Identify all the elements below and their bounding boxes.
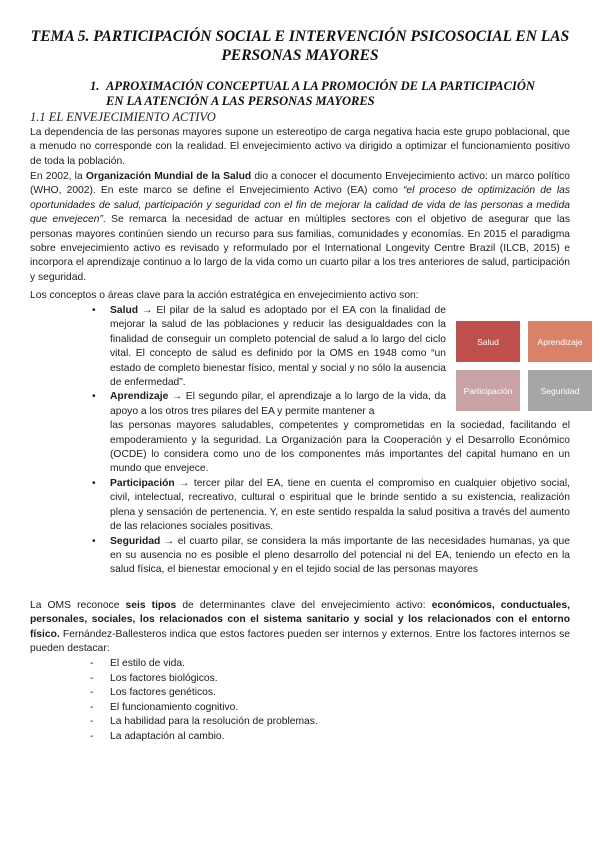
text-aprendizaje-a: → El segundo pilar, el aprendizaje a lo largo de la vida, da apoyo a los otros tres pilares del EA y permite mantener a <box>110 391 446 417</box>
title-line-2: PERSONAS MAYORES <box>221 47 379 64</box>
factor-text: El funcionamiento cognitivo. <box>110 702 239 713</box>
term-participacion: Participación <box>110 477 175 489</box>
p4-six-types: seis tipos <box>125 600 177 611</box>
factor-text: La adaptación al cambio. <box>110 731 225 742</box>
p2-definition-quote: “el proceso de optimización de las oportunidades de salud, participación y seguridad con el fin de mejorar la calidad de vida de las personas a medida que envejecen” <box>30 185 570 226</box>
pillar-aprendizaje: Aprendizaje <box>528 321 592 362</box>
section-heading-line-2: EN LA ATENCIÓN A LAS PERSONAS MAYORES <box>106 94 375 108</box>
p4-determinants-list: económicos, conductuales, personales, sociales, los relacionados con el sistema sanitario y social y los relacionados con el entorno físico. <box>30 600 570 640</box>
paragraph-intro: La dependencia de las personas mayores supone un estereotipo de carga negativa hacia este grupo poblacional, que a menudo no corresponde con la realidad. El envejecimiento activo va dirigido a optimizar el funcionamiento positivo de toda la población. <box>30 127 570 167</box>
list-item-salud <box>30 304 446 390</box>
p2-part-a: En 2002, la <box>30 171 86 182</box>
text-participacion: → tercer pilar del EA, tiene en cuenta el compromiso en cualquier objetivo social, civil, intelectual, recreativo, cultural o espiritual que le brinde sentido a su existencia, realización plena y sensación de pertenencia. Y, en este sentido respalda la salud positiva a través del aumento de las relaciones sociales positivas. <box>110 477 570 533</box>
p2-part-c: dio a conocer el documento Envejecimiento activo: un marco político (WHO, 2002). En este marco se define el Envejecimiento Activo (EA) como <box>30 171 570 197</box>
pillar-salud: Salud <box>456 321 520 362</box>
text-seguridad: → el cuarto pilar, se considera la más importante de las necesidades humanas, ya que en su ausencia no es posible el pleno desarrollo del potencial ni del EA, teniendo un efecto en la salud física, el bienestar emocional y en el tejido social de las personas mayores <box>110 535 570 576</box>
pillar-seguridad: Seguridad <box>528 370 592 411</box>
list-item-seguridad <box>30 535 570 578</box>
aprendizaje-first-lines <box>110 390 446 419</box>
term-seguridad: Seguridad <box>110 535 161 547</box>
bullet-dot: • <box>92 535 96 547</box>
pillars-diagram <box>456 321 592 412</box>
document-title <box>30 27 570 65</box>
text-aprendizaje-b: las personas mayores saludables, competentes y comprometidas en la sociedad, facilitando el empoderamiento y la seguridad. La Organización para la Cooperación y el Desarrollo Económico (OCDE) lo considera como uno de los componentes más importantes del capital humano en un mundo que envejece. <box>110 420 570 475</box>
dash-marker: - <box>90 687 94 698</box>
term-aprendizaje: Aprendizaje <box>110 391 169 403</box>
bullet-dot: • <box>92 477 96 489</box>
section-heading-line-1: APROXIMACIÓN CONCEPTUAL A LA PROMOCIÓN DE LA PARTICIPACIÓN <box>106 79 535 93</box>
subsection-heading: 1.1 EL ENVEJECIMIENTO ACTIVO <box>30 110 216 124</box>
section-number: 1. <box>90 79 100 93</box>
dash-marker: - <box>90 731 94 742</box>
dash-marker: - <box>90 673 94 684</box>
p4-part-c: de determinantes clave del envejecimiento activo: <box>176 600 432 611</box>
text-salud: → El pilar de la salud es adoptado por el EA con la finalidad de mejorar la salud de las poblaciones y reducir las desigualdades con la finalidad de conseguir un completo potencial de salud a lo largo del ciclo vital. El concepto de salud es definido por la OMS en 1948 como “un estado de completo bienestar físico, mental y social y no sólo la ausencia de enfermedad”. <box>110 305 446 389</box>
dash-marker: - <box>90 658 94 669</box>
dash-marker: - <box>90 716 94 727</box>
p4-part-a: La OMS reconoce <box>30 600 126 611</box>
paragraph-determinants <box>30 599 570 657</box>
factor-text: Los factores biológicos. <box>110 673 218 684</box>
title-line-1: TEMA 5. PARTICIPACIÓN SOCIAL E INTERVENCIÓN PSICOSOCIAL EN LAS <box>30 28 570 45</box>
bullet-dot: • <box>92 391 96 403</box>
p4-part-e: Fernández-Ballesteros indica que estos factores pueden ser internos y externos. Entre los factores internos se pueden destacar: <box>30 628 570 655</box>
p2-oms-name: Organización Mundial de la Salud <box>85 171 252 182</box>
factor-text: La habilidad para la resolución de problemas. <box>110 716 318 727</box>
list-item-participacion <box>30 477 570 535</box>
pillar-participacion: Participación <box>456 370 520 411</box>
bullet-dot: • <box>92 305 96 316</box>
term-salud: Salud <box>110 305 139 316</box>
factor-text: Los factores genéticos. <box>110 687 216 698</box>
factor-text: El estilo de vida. <box>110 658 185 669</box>
dash-marker: - <box>90 702 94 713</box>
section-heading <box>90 79 580 109</box>
paragraph-key-areas: Los conceptos o áreas clave para la acción estratégica en envejecimiento activo son: <box>30 290 419 301</box>
paragraph-oms <box>30 170 570 285</box>
p2-part-d: . Se remarca la necesidad de actuar en múltiples sectores con el objetivo de asegurar que las personas mayores continúen siendo un recurso para sus familias, comunidades y economías. En 2015 el paradigma sobre envejecimiento activo es revisado y reformulado por el International Longevity Centre Brazil (ILCB, 2015) e incorpora el aprendizaje continuo a lo largo de la vida como un cuarto pilar a los tres anteriores de salud, participación y seguridad. <box>30 214 570 283</box>
